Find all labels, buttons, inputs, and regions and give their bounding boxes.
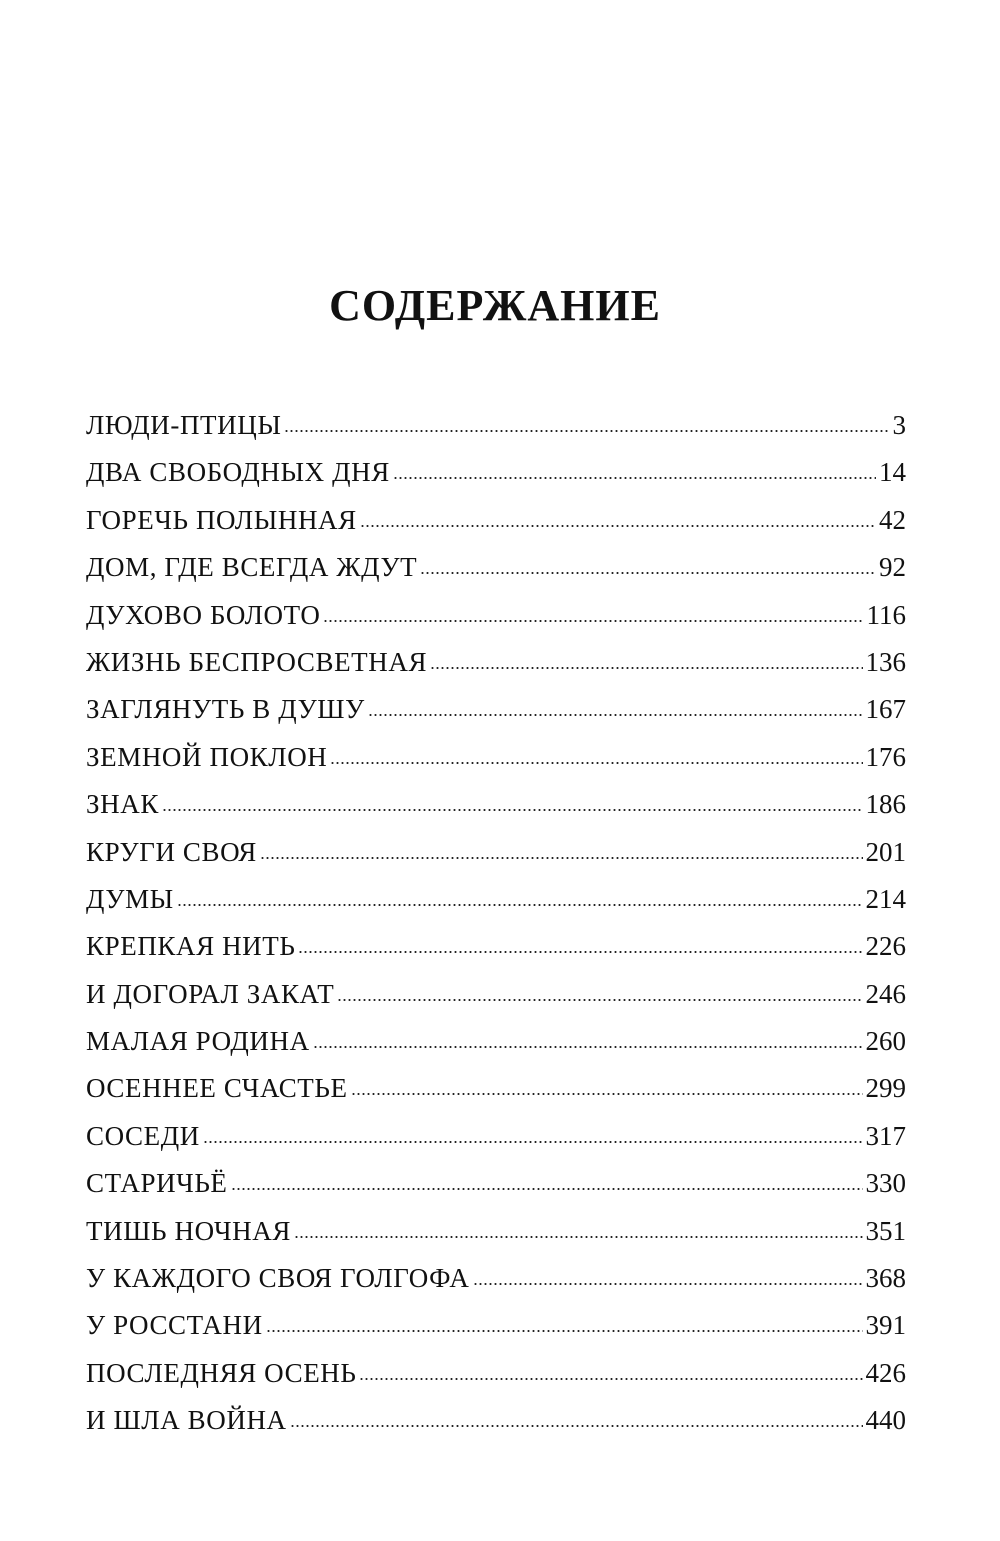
toc-leader-dots <box>260 857 863 859</box>
toc-entry[interactable] <box>86 734 906 781</box>
toc-entry-page: 116 <box>866 599 906 630</box>
toc-entry[interactable] <box>86 971 906 1018</box>
toc-entry-page: 42 <box>879 504 906 535</box>
toc-entry[interactable] <box>86 1018 906 1065</box>
toc-entry[interactable] <box>86 1350 906 1397</box>
toc-leader-dots <box>284 430 889 432</box>
toc-entry[interactable] <box>86 544 906 591</box>
toc-leader-dots <box>323 620 863 622</box>
toc-leader-dots <box>368 714 863 716</box>
toc-entry-page: 176 <box>865 741 906 772</box>
toc-entry-title: ПОСЛЕДНЯЯ ОСЕНЬ <box>86 1357 357 1388</box>
toc-entry-title: ЗЕМНОЙ ПОКЛОН <box>86 741 328 772</box>
toc-leader-dots <box>359 1378 862 1380</box>
toc-entry-page: 391 <box>865 1310 906 1341</box>
toc-entry-title: КРУГИ СВОЯ <box>86 836 257 867</box>
toc-entry[interactable] <box>86 876 906 923</box>
toc-leader-dots <box>266 1330 863 1332</box>
toc-leader-dots <box>360 525 876 527</box>
toc-entry-page: 317 <box>865 1120 906 1151</box>
toc-entry-page: 351 <box>865 1215 906 1246</box>
table-of-contents <box>86 402 906 1445</box>
toc-entry-title: ЖИЗНЬ БЕСПРОСВЕТНАЯ <box>86 646 428 677</box>
toc-entry-page: 226 <box>865 931 906 962</box>
toc-leader-dots <box>430 667 862 669</box>
toc-leader-dots <box>177 904 863 906</box>
toc-entry[interactable] <box>86 829 906 876</box>
toc-entry-page: 167 <box>865 694 906 725</box>
toc-leader-dots <box>313 1046 863 1048</box>
toc-entry[interactable] <box>86 1397 906 1444</box>
toc-entry[interactable] <box>86 592 906 639</box>
toc-entry-page: 92 <box>879 552 906 583</box>
toc-entry-page: 214 <box>865 883 906 914</box>
toc-entry-page: 426 <box>865 1357 906 1388</box>
toc-entry-page: 299 <box>865 1073 906 1104</box>
toc-entry-title: И ДОГОРАЛ ЗАКАТ <box>86 978 335 1009</box>
toc-entry[interactable] <box>86 686 906 733</box>
toc-entry-page: 368 <box>865 1263 906 1294</box>
toc-leader-dots <box>162 809 863 811</box>
toc-entry-page: 14 <box>879 457 906 488</box>
toc-entry-page: 186 <box>865 789 906 820</box>
toc-leader-dots <box>231 1188 863 1190</box>
toc-entry[interactable] <box>86 781 906 828</box>
toc-entry-title: МАЛАЯ РОДИНА <box>86 1026 310 1057</box>
toc-entry-title: И ШЛА ВОЙНА <box>86 1405 287 1436</box>
toc-entry[interactable] <box>86 1160 906 1207</box>
toc-entry-title: ГОРЕЧЬ ПОЛЫННАЯ <box>86 504 357 535</box>
toc-entry-title: СОСЕДИ <box>86 1120 200 1151</box>
toc-entry-title: ЗНАК <box>86 789 159 820</box>
page-title: СОДЕРЖАНИЕ <box>329 281 661 330</box>
toc-leader-dots <box>298 951 862 953</box>
toc-entry-page: 201 <box>865 836 906 867</box>
toc-entry[interactable] <box>86 449 906 496</box>
toc-entry-title: ЗАГЛЯНУТЬ В ДУШУ <box>86 694 365 725</box>
toc-entry-page: 3 <box>892 410 906 440</box>
toc-entry-page: 330 <box>865 1168 906 1199</box>
toc-leader-dots <box>393 477 876 479</box>
toc-entry-title: ЛЮДИ-ПТИЦЫ <box>86 410 282 440</box>
toc-entry[interactable] <box>86 1302 906 1349</box>
toc-entry[interactable] <box>86 639 906 686</box>
toc-leader-dots <box>294 1236 863 1238</box>
toc-leader-dots <box>203 1141 863 1143</box>
toc-entry-title: ДВА СВОБОДНЫХ ДНЯ <box>86 457 390 488</box>
toc-entry[interactable] <box>86 1255 906 1302</box>
toc-leader-dots <box>290 1425 863 1427</box>
toc-entry[interactable] <box>86 497 906 544</box>
toc-leader-dots <box>473 1283 863 1285</box>
toc-entry-page: 246 <box>865 978 906 1009</box>
toc-leader-dots <box>420 572 876 574</box>
toc-entry[interactable] <box>86 402 906 449</box>
toc-entry[interactable] <box>86 1065 906 1112</box>
toc-entry-page: 260 <box>865 1026 906 1057</box>
toc-entry-title: ДУХОВО БОЛОТО <box>86 599 321 630</box>
toc-entry-title: У КАЖДОГО СВОЯ ГОЛГОФА <box>86 1263 470 1294</box>
toc-leader-dots <box>330 762 862 764</box>
toc-entry-page: 136 <box>865 646 906 677</box>
toc-entry[interactable] <box>86 1208 906 1255</box>
toc-entry[interactable] <box>86 1113 906 1160</box>
toc-leader-dots <box>337 999 862 1001</box>
toc-entry[interactable] <box>86 923 906 970</box>
toc-entry-title: ДУМЫ <box>86 883 174 914</box>
toc-entry-title: СТАРИЧЬЁ <box>86 1168 228 1199</box>
toc-entry-title: ОСЕННЕЕ СЧАСТЬЕ <box>86 1073 348 1104</box>
toc-entry-title: ДОМ, ГДЕ ВСЕГДА ЖДУТ <box>86 552 418 583</box>
toc-entry-title: У РОССТАНИ <box>86 1310 263 1341</box>
toc-entry-page: 440 <box>865 1405 906 1436</box>
toc-leader-dots <box>351 1093 863 1095</box>
toc-entry-title: ТИШЬ НОЧНАЯ <box>86 1215 291 1246</box>
toc-entry-title: КРЕПКАЯ НИТЬ <box>86 931 296 962</box>
